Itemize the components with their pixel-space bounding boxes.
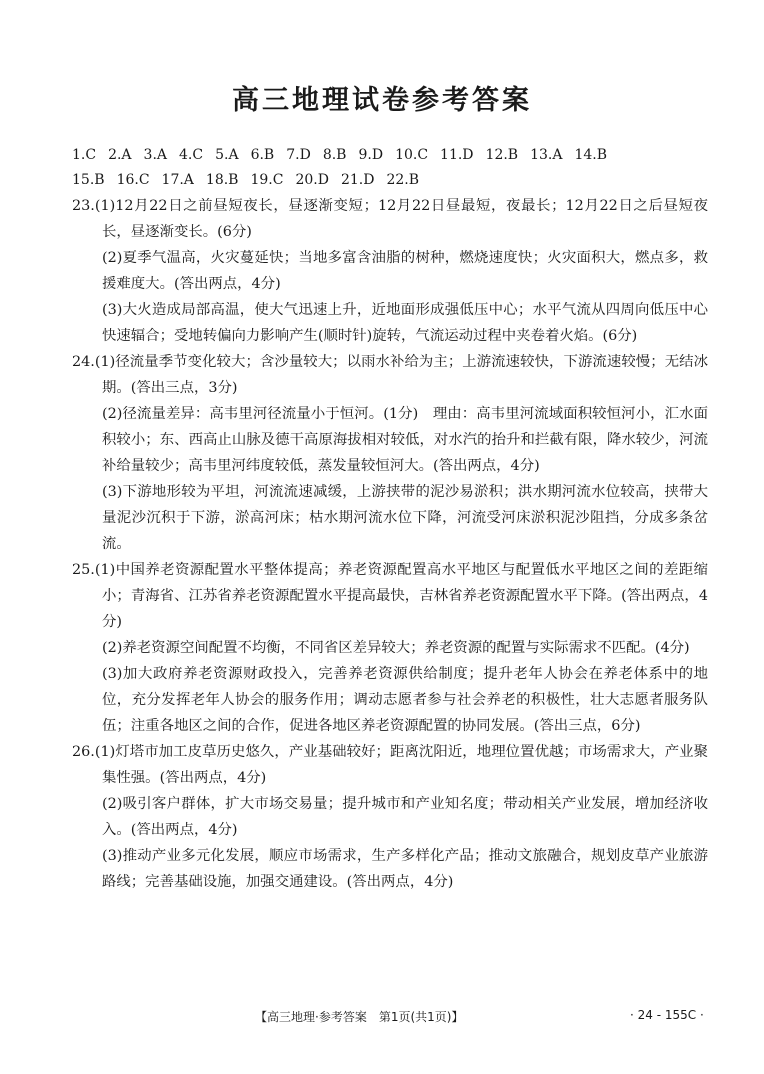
document-code: · 24 - 155C ·	[630, 1008, 704, 1022]
choice-answer: 16.C	[116, 172, 150, 188]
answer-part: (2)吸引客户群体，扩大市场交易量；提升城市和产业知名度；带动相关产业发展，增加经济收入。(答出两点，4分)	[102, 796, 708, 838]
page-footer: 【高三地理·参考答案 第1页(共1页)】	[255, 1010, 464, 1024]
choice-answer: 18.B	[205, 172, 239, 188]
choice-answer: 20.D	[295, 172, 329, 188]
question-answer-block	[72, 557, 708, 739]
choice-answer: 21.D	[340, 172, 375, 188]
choice-answer: 7.D	[286, 147, 311, 163]
choice-answer: 13.A	[530, 147, 563, 163]
choice-answers-line-2	[72, 167, 712, 193]
choice-answer: 10.C	[395, 147, 429, 163]
answer-part: 23.(1)12月22日之前昼短夜长，昼逐渐变短；12月22日昼最短，夜最长；12月22日之后昼短夜长，昼逐渐变长。(6分)	[72, 198, 708, 240]
choice-answer: 2.A	[108, 147, 132, 163]
page-title: 高三地理试卷参考答案	[232, 85, 532, 116]
answer-part: 25.(1)中国养老资源配置水平整体提高；养老资源配置高水平地区与配置低水平地区之间的差距缩小；青海省、江苏省养老资源配置水平提高最快，吉林省养老资源配置水平下降。(答出两点，4分)	[72, 562, 708, 630]
choice-answer: 17.A	[161, 172, 194, 188]
question-answer-block	[72, 349, 708, 557]
question-answer-block	[72, 739, 708, 895]
choice-answer: 5.A	[215, 147, 239, 163]
answer-part: 26.(1)灯塔市加工皮草历史悠久，产业基础较好；距离沈阳近，地理位置优越；市场需求大，产业聚集性强。(答出两点，4分)	[72, 744, 708, 786]
choice-answer: 12.B	[485, 147, 519, 163]
answer-part: (3)推动产业多元化发展，顺应市场需求，生产多样化产品；推动文旅融合，规划皮草产业旅游路线；完善基础设施，加强交通建设。(答出两点，4分)	[102, 848, 708, 890]
answers-body	[72, 193, 708, 895]
choice-answer: 15.B	[72, 172, 105, 188]
answer-part: (2)径流量差异：高韦里河径流量小于恒河。(1分) 理由：高韦里河流域面积较恒河小，汇水面积较小；东、西高止山脉及德干高原海拔相对较低，对水汽的抬升和拦截有限，降水较少，河流补给量较少；高韦里河纬度较低，蒸发量较恒河大。(答出两点，4分)	[102, 406, 708, 474]
answer-part: (3)下游地形较为平坦，河流流速减缓，上游挟带的泥沙易淤积；洪水期河流水位较高，挟带大量泥沙沉积于下游，淤高河床；枯水期河流水位下降，河流受河床淤积泥沙阻挡，分成多条岔流。	[102, 484, 708, 552]
answer-part: (2)夏季气温高，火灾蔓延快；当地多富含油脂的树种，燃烧速度快；火灾面积大，燃点多，救援难度大。(答出两点，4分)	[102, 250, 708, 292]
choice-answer: 9.D	[358, 147, 384, 163]
answer-part: (2)养老资源空间配置不均衡，不同省区差异较大；养老资源的配置与实际需求不匹配。(4分)	[102, 640, 690, 656]
choice-answers-line-1	[72, 142, 712, 168]
choice-answer: 14.B	[574, 147, 608, 163]
choice-answer: 22.B	[386, 172, 420, 188]
choice-answer: 11.D	[440, 147, 474, 163]
choice-answer: 6.B	[250, 147, 275, 163]
answer-part: 24.(1)径流量季节变化较大；含沙量较大；以雨水补给为主；上游流速较快，下游流速较慢；无结冰期。(答出三点，3分)	[72, 354, 708, 396]
answer-part: (3)加大政府养老资源财政投入，完善养老资源供给制度；提升老年人协会在养老体系中的地位，充分发挥老年人协会的服务作用；调动志愿者参与社会养老的积极性，壮大志愿者服务队伍；注重各地区之间的合作，促进各地区养老资源配置的协同发展。(答出三点，6分)	[102, 666, 708, 734]
choice-answer: 8.B	[322, 147, 347, 163]
choice-answer: 3.A	[143, 147, 168, 163]
question-answer-block	[72, 193, 708, 349]
answer-part: (3)大火造成局部高温，使大气迅速上升，近地面形成强低压中心；水平气流从四周向低压中心快速辐合；受地转偏向力影响产生(顺时针)旋转，气流运动过程中夹卷着火焰。(6分)	[102, 302, 708, 344]
choice-answer: 19.C	[250, 172, 284, 188]
choice-answer: 1.C	[72, 147, 97, 163]
choice-answer: 4.C	[179, 147, 204, 163]
